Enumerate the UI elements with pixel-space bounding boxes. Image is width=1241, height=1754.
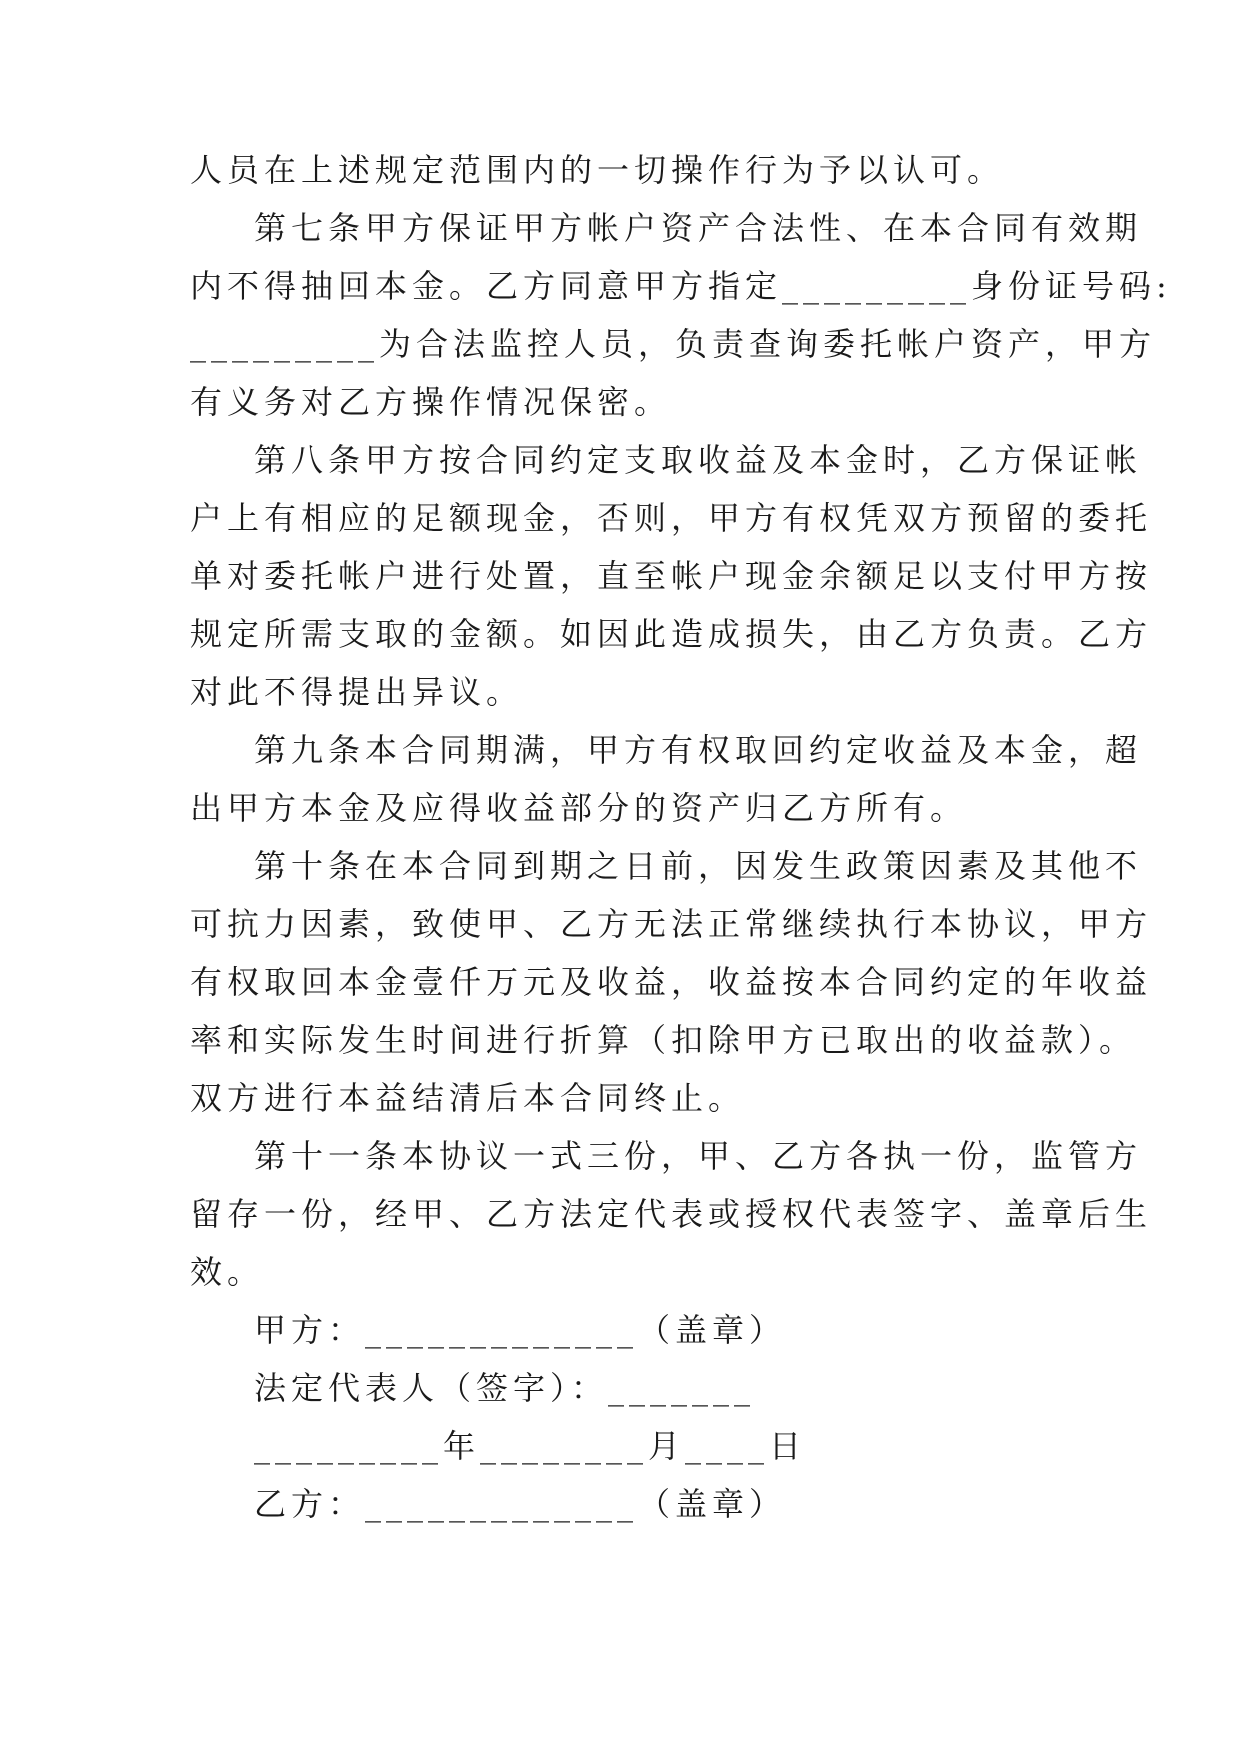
body-line: 单对委托帐户进行处置，直至帐户现金余额足以支付甲方按 [190, 557, 1153, 595]
body-line: 内不得抽回本金。乙方同意甲方指定_________身份证号码: [190, 267, 1172, 305]
body-line: 效。 [190, 1253, 265, 1291]
party-a-signature: 甲方：_____________（盖章） [254, 1311, 787, 1349]
clause-7-line: 第七条甲方保证甲方帐户资产合法性、在本合同有效期 [254, 209, 1143, 247]
party-b-signature: 乙方：_____________（盖章） [254, 1485, 787, 1523]
clause-10-line: 第十条在本合同到期之日前，因发生政策因素及其他不 [254, 847, 1143, 885]
clause-9-line: 第九条本合同期满，甲方有权取回约定收益及本金，超 [254, 731, 1143, 769]
body-line: 出甲方本金及应得收益部分的资产归乙方所有。 [190, 789, 968, 827]
signature-date: _________年________月____日 [254, 1427, 807, 1465]
body-line: _________为合法监控人员，负责查询委托帐户资产，甲方 [190, 325, 1157, 363]
body-line: 双方进行本益结清后本合同终止。 [190, 1079, 746, 1117]
body-line: 对此不得提出异议。 [190, 673, 524, 711]
legal-representative-signature: 法定代表人（签字）：_______ [254, 1369, 756, 1407]
body-line: 人员在上述规定范围内的一切操作行为予以认可。 [190, 151, 1005, 189]
body-line: 有权取回本金壹仟万元及收益，收益按本合同约定的年收益 [190, 963, 1153, 1001]
body-line: 规定所需支取的金额。如因此造成损失，由乙方负责。乙方 [190, 615, 1153, 653]
body-line: 率和实际发生时间进行折算（扣除甲方已取出的收益款）。 [190, 1021, 1137, 1059]
clause-8-line: 第八条甲方按合同约定支取收益及本金时，乙方保证帐 [254, 441, 1143, 479]
clause-11-line: 第十一条本协议一式三份，甲、乙方各执一份，监管方 [254, 1137, 1143, 1175]
body-line: 可抗力因素，致使甲、乙方无法正常继续执行本协议，甲方 [190, 905, 1153, 943]
body-line: 户上有相应的足额现金，否则，甲方有权凭双方预留的委托 [190, 499, 1153, 537]
body-line: 有义务对乙方操作情况保密。 [190, 383, 672, 421]
body-line: 留存一份，经甲、乙方法定代表或授权代表签字、盖章后生 [190, 1195, 1153, 1233]
